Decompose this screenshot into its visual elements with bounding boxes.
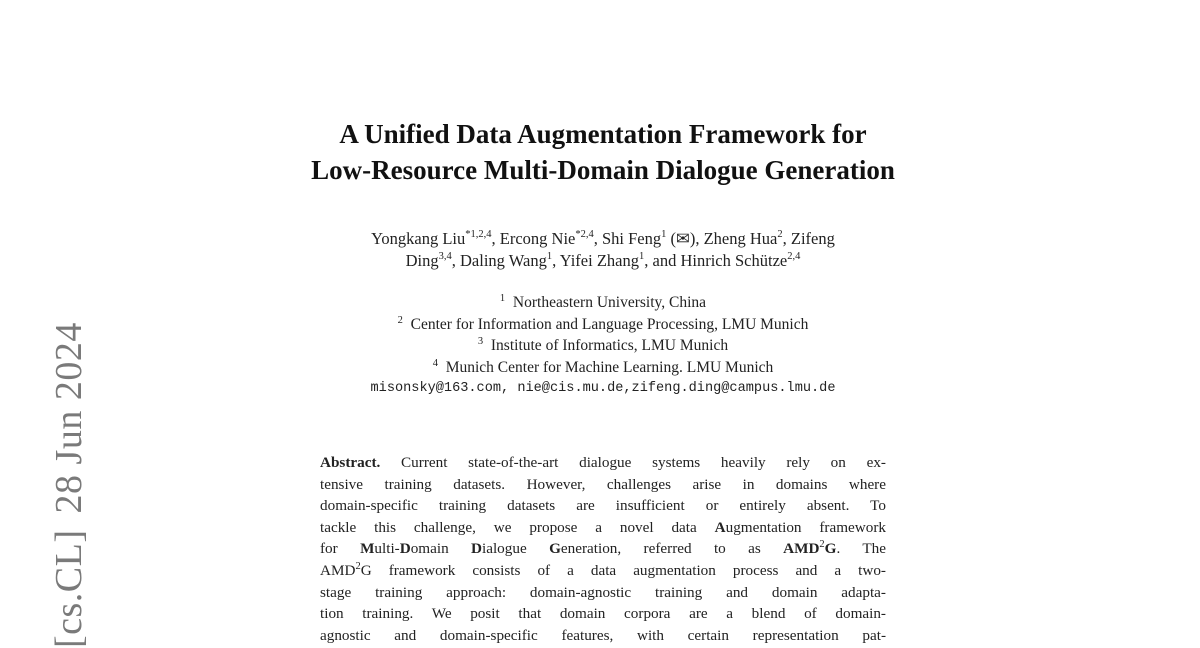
abstract-text: ugmentation framework	[725, 518, 886, 536]
affiliation-number: 3	[477, 336, 484, 348]
author-name: Ding	[405, 251, 439, 270]
author-line-2	[0, 250, 1200, 272]
affiliation-text: Institute of Informatics, LMU Munich	[490, 337, 729, 355]
author-affil-marker: 1	[639, 251, 645, 262]
title-line-1: A Unified Data Augmentation Framework for	[339, 119, 867, 149]
affiliation-item	[0, 292, 1200, 314]
framework-name-sup: 2	[355, 560, 361, 572]
framework-name: G	[824, 540, 837, 558]
author-line-1	[0, 228, 1200, 250]
abstract-label: Abstract.	[320, 454, 381, 471]
abstract-emphasis: D	[399, 540, 411, 558]
affiliation-text: Northeastern University, China	[512, 294, 707, 311]
affiliation-item	[0, 357, 1200, 379]
abstract-line: domain-specific training datasets are insufficient or entirely absent. To	[320, 497, 886, 515]
abstract-line	[320, 452, 886, 474]
framework-name: AMD	[783, 540, 820, 558]
author-separator: ,	[593, 229, 602, 248]
affiliation-number: 2	[397, 314, 403, 326]
author-separator: ,	[491, 229, 500, 248]
abstract-text: . The	[836, 540, 886, 558]
abstract-text: tackle this challenge, we propose a novel data	[320, 518, 715, 536]
author-separator: ,	[451, 251, 461, 270]
abstract-text: AMD	[320, 561, 356, 579]
abstract-line	[320, 560, 886, 582]
author-affil-marker: 2	[777, 229, 783, 240]
abstract-text: eneration, referred to as	[560, 540, 784, 558]
author-name: Zheng Hua	[703, 229, 778, 248]
author-emails: misonsky@163.com, nie@cis.mu.de,zifeng.ding@campus.lmu.de	[370, 381, 836, 397]
abstract-line: agnostic and domain-specific features, with certain representation pat-	[320, 626, 886, 644]
affiliation-item	[0, 335, 1200, 357]
abstract-line	[320, 517, 886, 539]
affiliation-text: Munich Center for Machine Learning. LMU Munich	[445, 358, 774, 376]
author-name: Daling Wang	[460, 251, 547, 270]
title-line-2: Low-Resource Multi-Domain Dialogue Generation	[311, 155, 895, 185]
arxiv-category: [cs.CL]	[48, 529, 90, 648]
author-name: Hinrich Schütze	[680, 251, 788, 270]
abstract-text: G framework consists of a data augmentation process and a two-	[360, 561, 886, 579]
author-name: Yifei Zhang	[559, 251, 639, 270]
framework-name-sup: 2	[819, 539, 825, 551]
abstract	[320, 452, 886, 646]
author-separator: , and	[644, 251, 681, 270]
author-affil-marker: 1	[546, 251, 553, 262]
author-affil-marker: *1,2,4	[465, 229, 492, 240]
author-name: Yongkang Liu	[371, 229, 466, 248]
affiliation-number: 1	[499, 293, 506, 304]
affiliation-number: 4	[432, 357, 438, 369]
abstract-line: tensive training datasets. However, challenges arise in domains where	[320, 475, 886, 493]
abstract-text: omain	[410, 540, 472, 558]
abstract-line: stage training approach: domain-agnostic training and domain adapta-	[320, 583, 886, 601]
abstract-emphasis: M	[360, 540, 375, 558]
author-affil-marker: 1	[661, 229, 667, 240]
affiliation-text: Center for Information and Language Processing, LMU Munich	[410, 315, 809, 333]
author-separator: , Zifeng	[782, 229, 835, 248]
abstract-text: ialogue	[482, 540, 550, 558]
abstract-line: tion training. We posit that domain corpora are a blend of domain-	[320, 605, 886, 623]
arxiv-date: 28 Jun 2024	[48, 322, 90, 514]
abstract-text: ulti-	[374, 540, 400, 558]
abstract-line	[320, 538, 886, 560]
author-separator: ,	[552, 251, 560, 270]
abstract-emphasis: A	[714, 518, 726, 536]
author-affil-marker: 2,4	[787, 251, 801, 262]
author-list	[0, 228, 1200, 272]
corresponding-author-mark: (✉),	[666, 229, 704, 248]
abstract-emphasis: G	[549, 540, 561, 558]
author-affil-marker: 3,4	[438, 251, 452, 262]
affiliation-item	[0, 314, 1200, 336]
abstract-emphasis: D	[471, 540, 482, 558]
author-affil-marker: *2,4	[575, 229, 594, 240]
author-name: Shi Feng	[602, 229, 662, 248]
affiliations	[0, 292, 1200, 400]
abstract-text: Current state-of-the-art dialogue systems heavily rely on ex-	[380, 454, 886, 471]
author-name: Ercong Nie	[499, 229, 576, 248]
abstract-text: for	[320, 540, 361, 558]
paper-title	[0, 116, 1200, 188]
